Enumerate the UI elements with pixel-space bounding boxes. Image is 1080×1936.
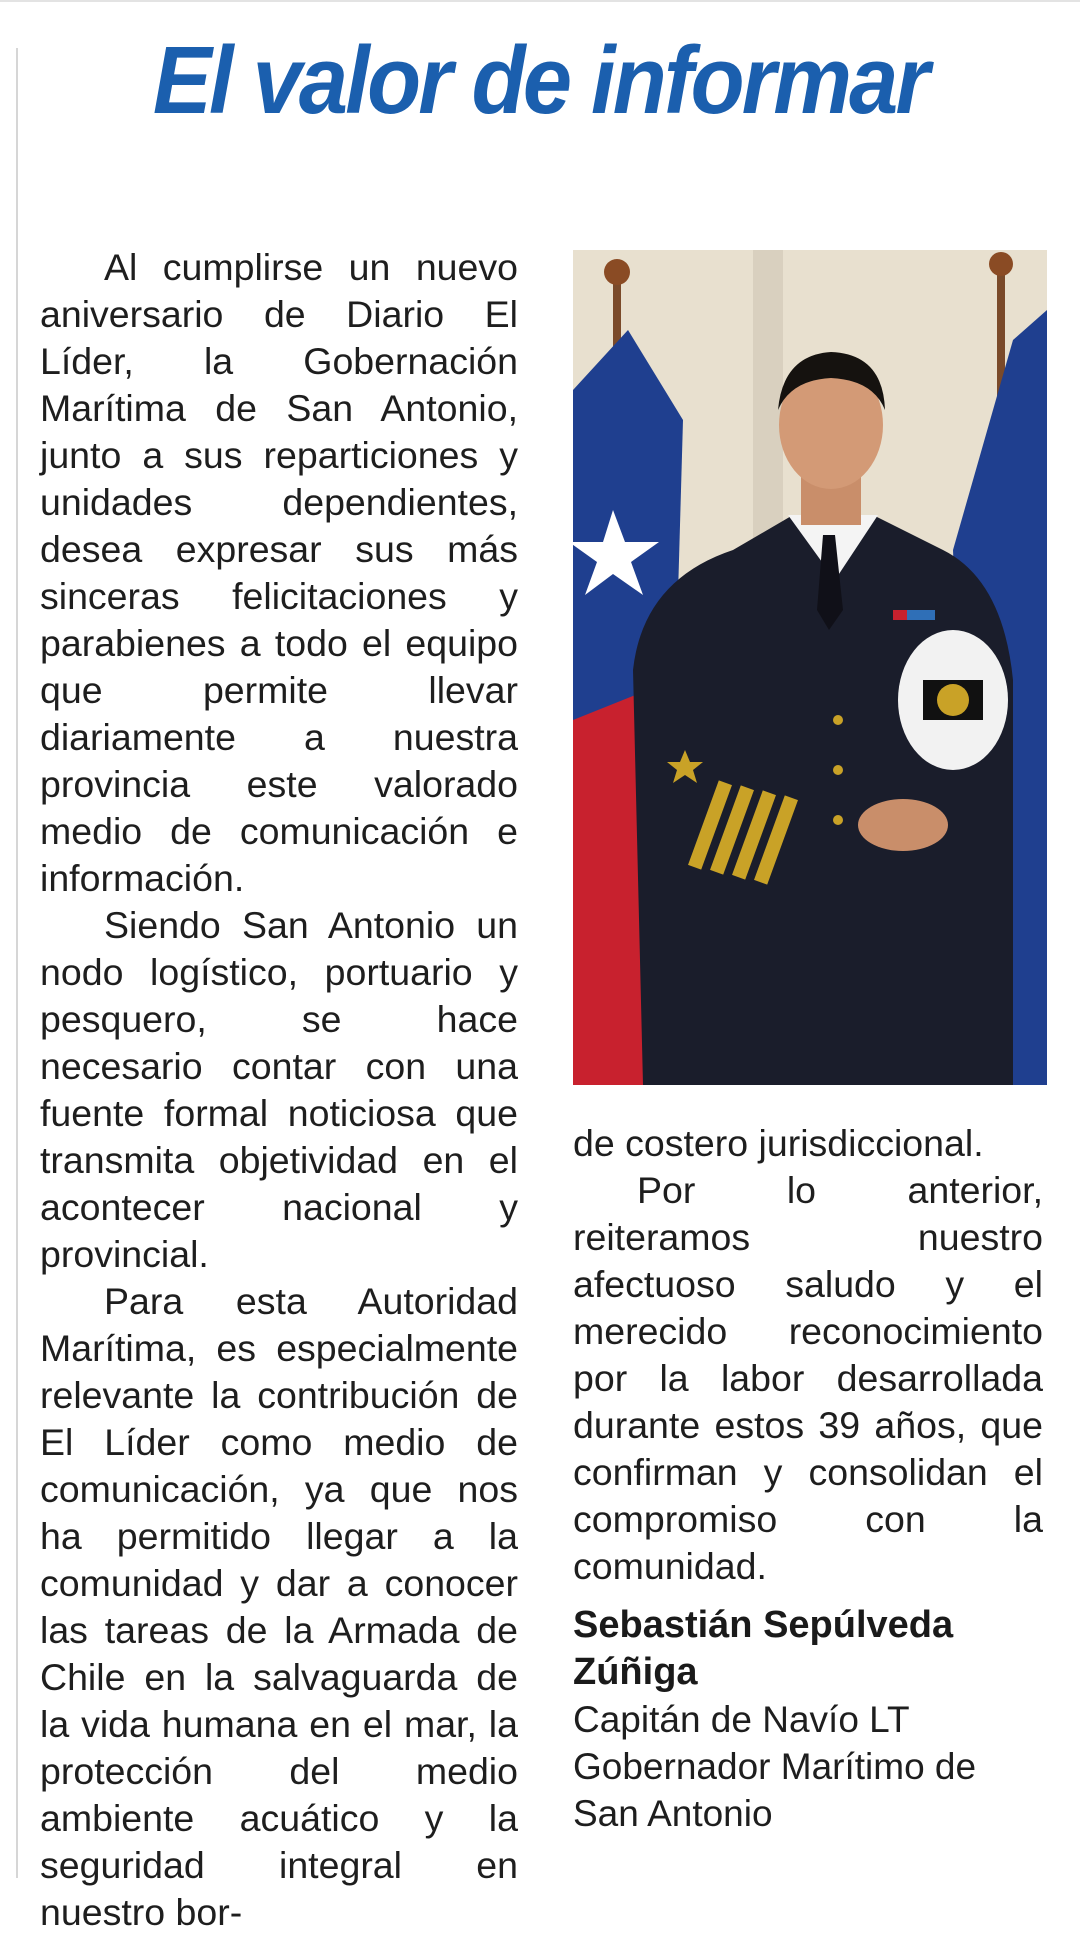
top-rule	[0, 0, 1080, 2]
paragraph-3: Para esta Autoridad Marítima, es especialmente relevante la contribución de El Líder como medio de comunicación, ya que nos ha permitido llegar a la comunidad y dar a conocer las tareas de la Armada de Chile en la salvaguarda de la vida humana en el mar, la protección del medio ambiente acuático y la seguridad integral en nuestro bor-	[40, 1280, 518, 1933]
author-rank: Capitán de Navío LT	[573, 1699, 910, 1740]
article-left-column	[40, 244, 518, 1936]
author-name: Sebastián Sepúlveda Zúñiga	[573, 1604, 954, 1693]
column-rule	[16, 48, 18, 1878]
paragraph-1: Al cumplirse un nuevo aniversario de Diario El Líder, la Gobernación Marítima de San Antonio, junto a sus reparticiones y unidades dependientes, desea expresar sus más sinceras felicitaciones y parabienes a todo el equipo que permite llevar diariamente a nuestra provincia este valorado medio de comunicación e información.	[40, 246, 518, 899]
paragraph-4: Por lo anterior, reiteramos nuestro afectuoso saludo y el merecido reconocimiento por la labor desarrollada durante estos 39 años, que confirman y consolidan el compromiso con la comunidad.	[573, 1169, 1043, 1587]
author-role: Gobernador Marítimo de	[573, 1746, 977, 1787]
portrait-photo	[573, 250, 1047, 1085]
author-place: San Antonio	[573, 1793, 773, 1834]
paragraph-2: Siendo San Antonio un nodo logístico, portuario y pesquero, se hace necesario contar con una fuente formal noticiosa que transmita objetividad en el acontecer nacional y provincial.	[40, 904, 518, 1275]
signature-block	[573, 1602, 1043, 1837]
article-right-column	[573, 1120, 1043, 1590]
headline: El valor de informar	[152, 27, 928, 134]
paragraph-3-continuation: de costero jurisdiccional.	[573, 1122, 984, 1164]
